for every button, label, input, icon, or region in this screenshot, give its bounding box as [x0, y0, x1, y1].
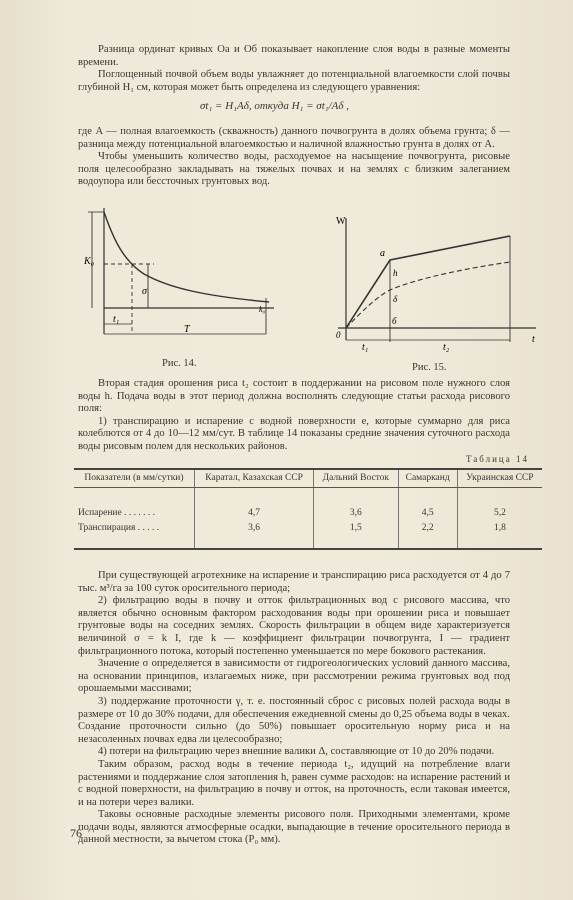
- data-table: [74, 468, 542, 550]
- paragraph-7: При существующей агротехнике на испарение и транспирацию риса расходуется от 4 до 7 тыс. м³/га за 100 суток оросительного периода;: [78, 570, 510, 594]
- table-cell: Транспирация . . . . .: [74, 521, 195, 549]
- paragraph-3: где A — полная влагоемкость (скважность) данного почвогрунта в долях объема грунта; δ — разница между потенциальной влагоемкостью и наличной влажностью грунта в долях от A.: [78, 126, 510, 150]
- text-block-defs: [78, 126, 510, 189]
- paragraph-9: Значение σ определяется в зависимости от гидрогеологических условий данного массива, на основании принципов, излагаемых ниже, при рассмотрении режима грунтовых вод под орошаемыми массивами;: [78, 658, 510, 695]
- paragraph-11: 4) потери на фильтрацию через внешние валики Δ, составляющие от 10 до 20% подачи.: [98, 746, 495, 758]
- paragraph-6: 1) транспирацию и испарение с водной поверхности e, которые суммарно для риса колеблются от 4 до 10—12 мм/сут. В таблице 14 показаны средние значения суточного расхода воды рисовым полем для нескольких районов.: [78, 415, 510, 452]
- fig15-curve-oa: [346, 236, 510, 328]
- table-header-cell: Самарканд: [398, 469, 457, 488]
- fig14-label-sigma: σ: [142, 286, 147, 297]
- paragraph-12: Таким образом, расход воды в течение периода t₂, идущий на потребление влаги растениями и поддержание слоя затопления h, равен сумме расходов: на испарение растений и с водной поверхности, на фильтрацию в почву и отток, на проточность, если таковая имеется, и на потери через валики.: [78, 758, 510, 808]
- paragraph-1: Разница ординат кривых Оа и Об показывает накопление слоя воды в разные моменты времени.: [78, 44, 510, 68]
- table-cell: 2,2: [398, 521, 457, 549]
- figure-15: [328, 210, 548, 360]
- table-header-cell: Украинская ССР: [457, 469, 542, 488]
- table-title: Таблица 14: [466, 454, 529, 464]
- fig14-curve: [104, 212, 269, 302]
- formula-h1: σt₁ = H₁Aδ, откуда H₁ = σt₁/Aδ ,: [200, 100, 349, 112]
- table-cell: 3,6: [195, 521, 314, 549]
- table-cell: 1,5: [314, 521, 398, 549]
- fig14-label-t1: t₁: [113, 314, 120, 325]
- fig15-label-h: h: [393, 268, 398, 278]
- table-row: [74, 521, 542, 549]
- fig15-label-b: б: [392, 316, 397, 326]
- fig15-label-delta: δ: [393, 294, 398, 304]
- page-number: 76: [70, 826, 82, 840]
- table-cell: 1,8: [457, 521, 542, 549]
- fig14-label-T: T: [184, 324, 190, 335]
- table-cell: 4,5: [398, 488, 457, 522]
- table-cell: 3,6: [314, 488, 398, 522]
- fig15-curve-ob: [346, 262, 510, 328]
- table-header-cell: Дальний Восток: [314, 469, 398, 488]
- text-block-top: [78, 44, 510, 94]
- fig14-label-k: k₀: [259, 305, 266, 314]
- fig15-label-a: a: [380, 248, 385, 259]
- fig15-caption: Рис. 15.: [412, 362, 447, 373]
- paragraph-13: Таковы основные расходные элементы рисового поля. Приходными элементами, кроме подачи воды, являются атмосферные осадки, выпадающие в течение оросительного периода в данной местности, за вычетом стока (P₀ мм).: [78, 809, 510, 846]
- table-cell: 4,7: [195, 488, 314, 522]
- paragraph-10: 3) поддержание проточности γ, т. е. постоянный сброс с рисовых полей расхода воды в размере от 10 до 30% подачи, для обеспечения ежедневной смены до 0,25 объема воды в чеках. Создание проточности сильно (до 50%) повышает оросительную норму риса и на незасоленных почвах едва ли целесообразно;: [78, 695, 510, 745]
- table-cell: Испарение . . . . . . .: [78, 508, 155, 518]
- table-header-cell: Показатели (в мм/сутки): [74, 469, 195, 488]
- fig14-caption: Рис. 14.: [162, 358, 197, 369]
- fig14-label-k0: K₀: [84, 256, 95, 267]
- text-block-bottom: [78, 570, 510, 847]
- table-row: [74, 488, 542, 522]
- table-header-row: [74, 469, 542, 488]
- paragraph-8: 2) фильтрацию воды в почву и отток фильтрационных вод с рисового массива, что является обычно основным фактором расходования воды при орошении риса и повышает грунтовые воды на соседних землях. Скорость фильтрации в общем виде характеризуется величиной σ = k I, где k — коэффициент фильтрации почвогрунта, I — градиент фильтрационного потока, который постепенно уменьшается по мере бокового растекания.: [78, 595, 510, 657]
- fig15-label-W: W: [336, 216, 346, 227]
- fig15-label-t1: t₁: [362, 342, 369, 353]
- text-block-middle: [78, 378, 510, 454]
- fig15-label-t: t: [532, 334, 535, 345]
- fig15-label-t2: t₂: [443, 342, 450, 353]
- table-cell: 5,2: [457, 488, 542, 522]
- paragraph-4: Чтобы уменьшить количество воды, расходуемое на насыщение почвогрунта, рисовые поля целесообразно закладывать на тяжелых почвах и на землях с близким залеганием водоупора или бессточных грунтовых вод.: [78, 151, 510, 188]
- paragraph-2: Поглощенный почвой объем воды увлажняет до потенциальной влагоемкости слой почвы глубиной H₁ см, которая может быть определена из следующего уравнения:: [78, 69, 510, 93]
- fig15-label-0: 0: [336, 330, 341, 340]
- paragraph-5: Вторая стадия орошения риса t₂ состоит в поддержании на рисовом поле нужного слоя воды h. Подача воды в этот период должна восполнять следующие статьи расхода рисового поля:: [78, 378, 510, 415]
- table-header-cell: Каратал, Казахская ССР: [195, 469, 314, 488]
- figure-14: [84, 206, 284, 356]
